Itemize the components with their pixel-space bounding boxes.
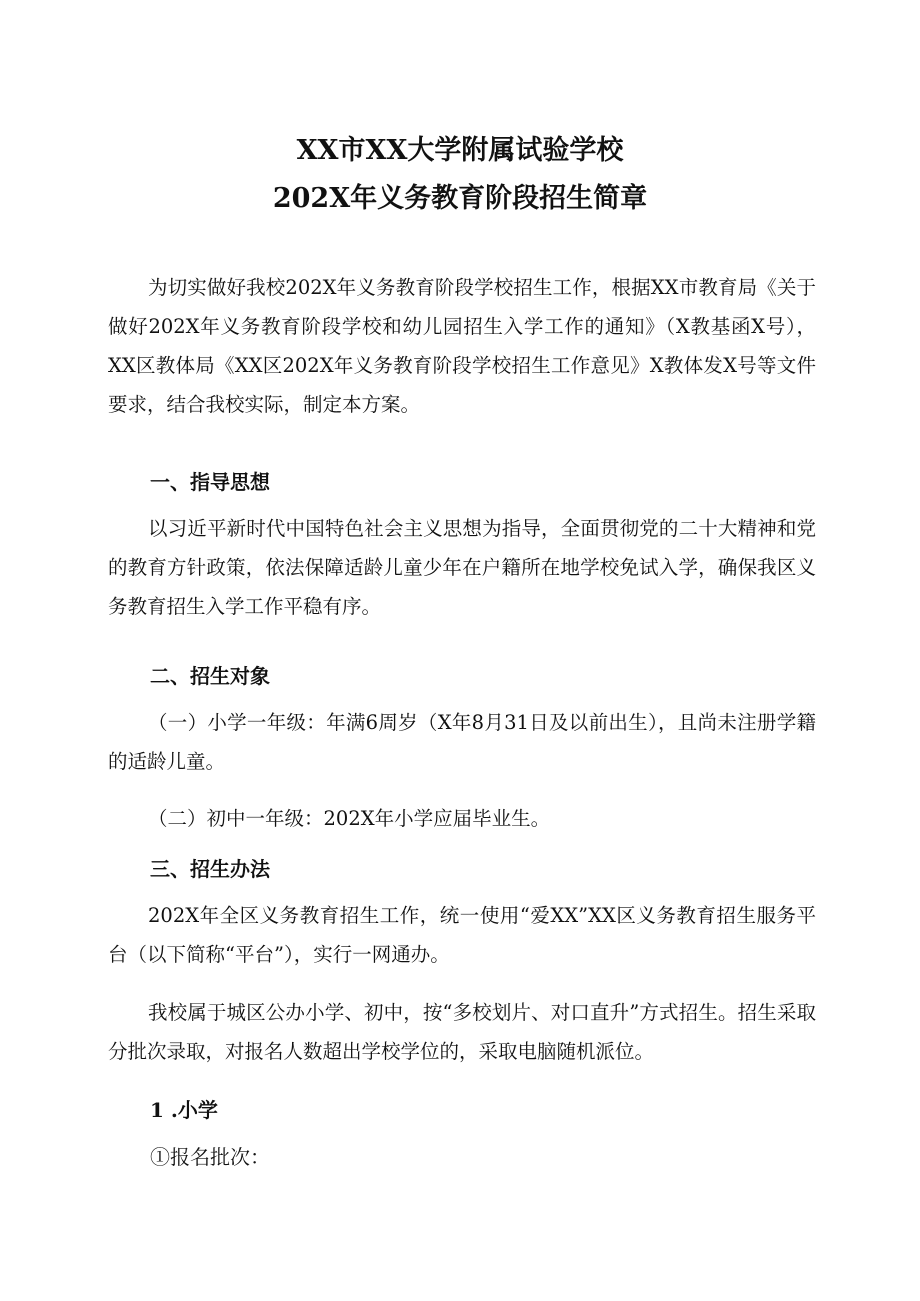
section3-heading: 三、招生办法 <box>150 857 270 881</box>
section1-heading: 一、指导思想 <box>150 470 270 494</box>
section3-para2: 我校属于城区公办小学、初中，按“多校划片、对口直升”方式招生。招生采取分批次录取，对报名人数超出学校学位的，采取电脑随机派位。 <box>108 1001 816 1063</box>
document-title-line1: XX市XX大学附属试验学校 <box>296 135 624 166</box>
section2-item1: （一）小学一年级：年满6周岁（X年8月31日及以前出生），且尚未注册学籍的适龄儿童。 <box>108 711 816 773</box>
document-title-line2: 202X年义务教育阶段招生简章 <box>272 183 648 214</box>
section3-registration-batch: ①报名批次： <box>150 1145 270 1169</box>
intro-paragraph: 为切实做好我校202X年义务教育阶段学校招生工作，根据XX市教育局《关于做好202X年义务教育阶段学校和幼儿园招生入学工作的通知》（X教基函X号），XX区教体局《XX区202X年义务教育阶段学校招生工作意见》X教体发X号等文件要求，结合我校实际，制定本方案。 <box>108 276 816 416</box>
section3-para1: 202X年全区义务教育招生工作，统一使用“爱XX”XX区义务教育招生服务平台（以下简称“平台”），实行一网通办。 <box>108 904 816 966</box>
section2-item2: （二）初中一年级：202X年小学应届毕业生。 <box>148 807 551 830</box>
section3-subheading-primary: 1 .小学 <box>150 1098 218 1122</box>
section2-heading: 二、招生对象 <box>150 664 270 688</box>
section1-body: 以习近平新时代中国特色社会主义思想为指导，全面贯彻党的二十大精神和党的教育方针政策，依法保障适龄儿童少年在户籍所在地学校免试入学，确保我区义务教育招生入学工作平稳有序。 <box>108 517 816 618</box>
